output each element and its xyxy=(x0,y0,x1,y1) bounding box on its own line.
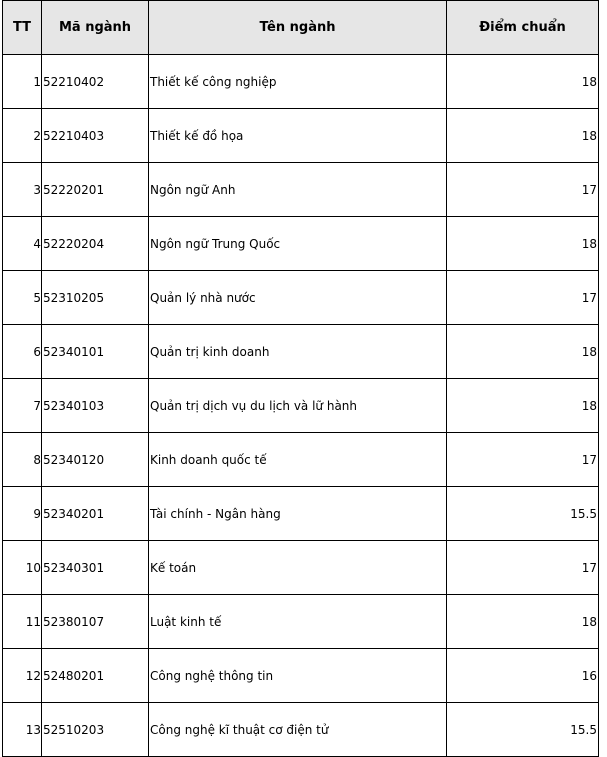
major-code-cell: 52210403 xyxy=(42,109,149,163)
table-row xyxy=(3,487,599,541)
major-code-cell: 52340120 xyxy=(42,433,149,487)
major-name-cell: Kế toán xyxy=(149,541,447,595)
major-code-cell: 52220204 xyxy=(42,217,149,271)
table-row xyxy=(3,163,599,217)
cutoff-score-cell: 15.5 xyxy=(447,703,599,757)
table-row xyxy=(3,703,599,757)
cutoff-score-cell: 17 xyxy=(447,163,599,217)
row-number-cell: 3 xyxy=(3,163,42,217)
major-code-cell: 52310205 xyxy=(42,271,149,325)
major-name-cell: Quản trị kinh doanh xyxy=(149,325,447,379)
header-cutoff-score: Điểm chuẩn xyxy=(447,1,599,55)
major-name-cell: Ngôn ngữ Anh xyxy=(149,163,447,217)
row-number-cell: 10 xyxy=(3,541,42,595)
cutoff-score-cell: 18 xyxy=(447,55,599,109)
major-code-cell: 52380107 xyxy=(42,595,149,649)
major-code-cell: 52480201 xyxy=(42,649,149,703)
cutoff-score-cell: 18 xyxy=(447,379,599,433)
table-row xyxy=(3,379,599,433)
table-header xyxy=(3,1,599,55)
major-code-cell: 52340201 xyxy=(42,487,149,541)
row-number-cell: 11 xyxy=(3,595,42,649)
cutoff-score-cell: 16 xyxy=(447,649,599,703)
major-code-cell: 52220201 xyxy=(42,163,149,217)
major-name-cell: Công nghệ kĩ thuật cơ điện tử xyxy=(149,703,447,757)
major-name-cell: Tài chính - Ngân hàng xyxy=(149,487,447,541)
major-name-cell: Thiết kế công nghiệp xyxy=(149,55,447,109)
major-name-cell: Quản trị dịch vụ du lịch và lữ hành xyxy=(149,379,447,433)
cutoff-score-cell: 15.5 xyxy=(447,487,599,541)
cutoff-score-cell: 18 xyxy=(447,325,599,379)
cutoff-score-cell: 18 xyxy=(447,109,599,163)
row-number-cell: 5 xyxy=(3,271,42,325)
cutoff-score-cell: 18 xyxy=(447,595,599,649)
table-row xyxy=(3,271,599,325)
major-name-cell: Luật kinh tế xyxy=(149,595,447,649)
major-code-cell: 52340101 xyxy=(42,325,149,379)
table-row xyxy=(3,55,599,109)
row-number-cell: 2 xyxy=(3,109,42,163)
row-number-cell: 6 xyxy=(3,325,42,379)
row-number-cell: 7 xyxy=(3,379,42,433)
major-code-cell: 52340103 xyxy=(42,379,149,433)
header-major-name: Tên ngành xyxy=(149,1,447,55)
row-number-cell: 4 xyxy=(3,217,42,271)
cutoff-score-cell: 17 xyxy=(447,433,599,487)
admission-scores-table xyxy=(2,0,599,757)
table-row xyxy=(3,649,599,703)
major-name-cell: Ngôn ngữ Trung Quốc xyxy=(149,217,447,271)
table-row xyxy=(3,595,599,649)
major-code-cell: 52210402 xyxy=(42,55,149,109)
table-row xyxy=(3,433,599,487)
major-name-cell: Thiết kế đồ họa xyxy=(149,109,447,163)
header-row xyxy=(3,1,599,55)
table-row xyxy=(3,541,599,595)
row-number-cell: 12 xyxy=(3,649,42,703)
major-code-cell: 52510203 xyxy=(42,703,149,757)
table-body xyxy=(3,55,599,757)
row-number-cell: 8 xyxy=(3,433,42,487)
header-major-code: Mã ngành xyxy=(42,1,149,55)
row-number-cell: 9 xyxy=(3,487,42,541)
header-tt: TT xyxy=(3,1,42,55)
row-number-cell: 13 xyxy=(3,703,42,757)
cutoff-score-cell: 17 xyxy=(447,541,599,595)
major-name-cell: Kinh doanh quốc tế xyxy=(149,433,447,487)
cutoff-score-cell: 18 xyxy=(447,217,599,271)
table-row xyxy=(3,109,599,163)
major-name-cell: Công nghệ thông tin xyxy=(149,649,447,703)
table-row xyxy=(3,325,599,379)
major-name-cell: Quản lý nhà nước xyxy=(149,271,447,325)
cutoff-score-cell: 17 xyxy=(447,271,599,325)
row-number-cell: 1 xyxy=(3,55,42,109)
table-row xyxy=(3,217,599,271)
major-code-cell: 52340301 xyxy=(42,541,149,595)
